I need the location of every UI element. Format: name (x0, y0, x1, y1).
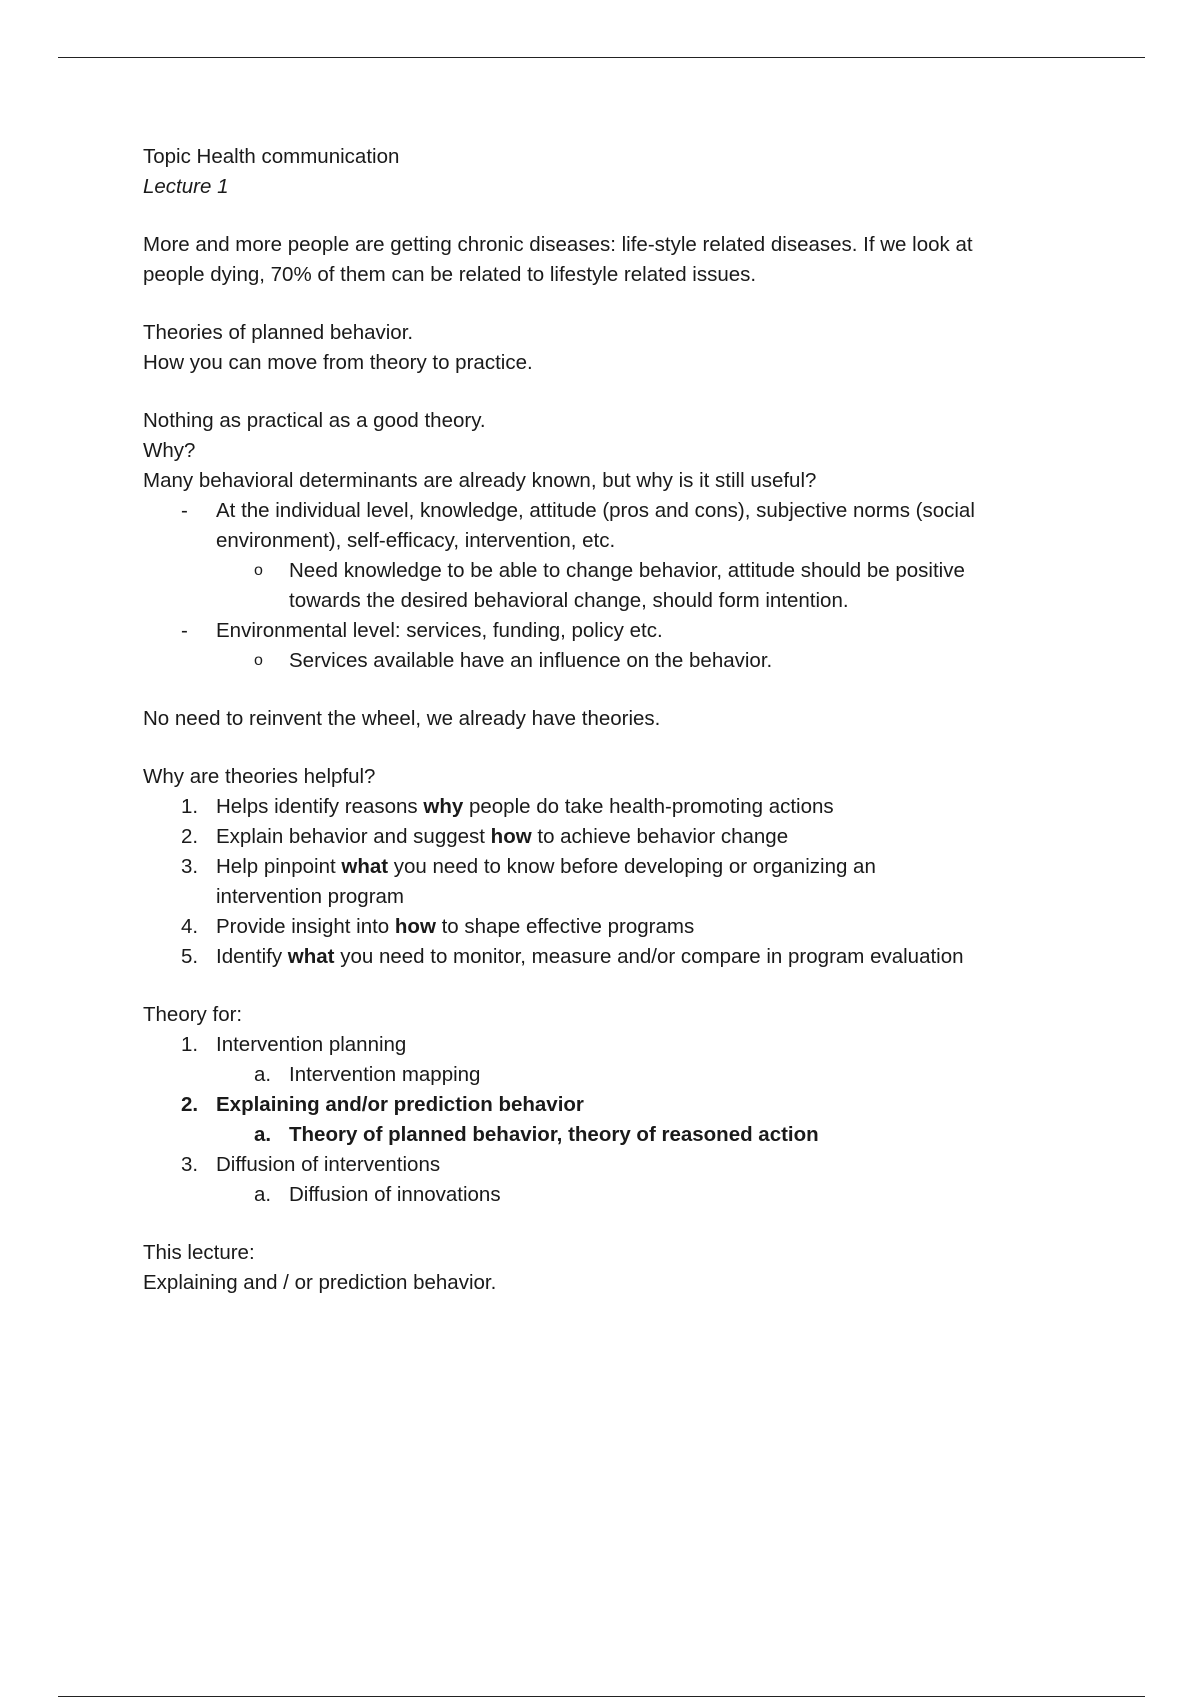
circle-bullet-marker: o (254, 652, 263, 669)
theory-for-label: Diffusion of interventions (216, 1153, 441, 1176)
determinant-text: At the individual level, knowledge, attitude (pros and cons), subjective norms (social (216, 499, 975, 522)
wheel-paragraph: No need to reinvent the wheel, we already have theories. (143, 707, 661, 730)
determinant-subitem (143, 646, 1073, 676)
document-subtitle: Lecture 1 (143, 175, 229, 198)
theory-for-sublabel: Diffusion of innovations (289, 1183, 501, 1206)
header-rule (58, 57, 1145, 58)
list-number: 3. (181, 855, 199, 878)
document-title: Topic Health communication (143, 145, 400, 168)
theories-line-1: Theories of planned behavior. (143, 321, 414, 344)
document-body (143, 142, 1073, 1298)
helpful-text-continued: intervention program (216, 885, 405, 908)
determinant-item (143, 496, 1073, 556)
theory-for-sublabel: Theory of planned behavior, theory of reasoned action (289, 1123, 819, 1146)
helpful-emphasis: what (287, 945, 335, 968)
helpful-text: to shape effective programs (435, 915, 695, 938)
determinant-text: Environmental level: services, funding, policy etc. (216, 619, 663, 642)
this-lecture-heading: This lecture: (143, 1241, 255, 1264)
practical-line-1: Nothing as practical as a good theory. (143, 409, 486, 432)
theory-for-item (143, 1030, 1073, 1060)
theory-for-subitem (143, 1060, 1073, 1090)
helpful-emphasis: how (394, 915, 436, 938)
helpful-text: Provide insight into (216, 915, 395, 938)
helpful-list-item (143, 822, 1073, 852)
dash-marker: - (181, 499, 188, 522)
helpful-text: Explain behavior and suggest (216, 825, 491, 848)
helpful-text: people do take health-promoting actions (463, 795, 834, 818)
determinant-item (143, 616, 1073, 646)
helpful-text: Identify (216, 945, 288, 968)
list-letter: a. (254, 1123, 272, 1146)
intro-paragraph-line-1: More and more people are getting chronic diseases: life-style related diseases. If we look at (143, 233, 973, 256)
theory-for-item (143, 1090, 1073, 1120)
determinant-subitem-text: towards the desired behavioral change, should form intention. (289, 589, 849, 612)
helpful-text: Help pinpoint (216, 855, 342, 878)
helpful-text: Helps identify reasons (216, 795, 424, 818)
list-number: 5. (181, 945, 199, 968)
theory-for-label: Explaining and/or prediction behavior (216, 1093, 584, 1116)
list-letter: a. (254, 1063, 272, 1086)
helpful-emphasis: why (423, 795, 464, 818)
list-number: 2. (181, 825, 199, 848)
list-number: 1. (181, 795, 199, 818)
helpful-list-item (143, 942, 1073, 972)
determinant-subitem-text: Services available have an influence on the behavior. (289, 649, 773, 672)
theory-for-sublabel: Intervention mapping (289, 1063, 481, 1086)
dash-marker: - (181, 619, 188, 642)
theory-for-subitem (143, 1120, 1073, 1150)
theory-for-item (143, 1150, 1073, 1180)
footer-rule (58, 1696, 1145, 1697)
list-number: 4. (181, 915, 199, 938)
helpful-list-item (143, 912, 1073, 942)
determinant-subitem-text: Need knowledge to be able to change behavior, attitude should be positive (289, 559, 965, 582)
list-number: 1. (181, 1033, 199, 1056)
practical-line-3: Many behavioral determinants are already known, but why is it still useful? (143, 469, 817, 492)
circle-bullet-marker: o (254, 562, 263, 579)
helpful-list-item (143, 852, 1073, 912)
helpful-list-item (143, 792, 1073, 822)
theory-for-label: Intervention planning (216, 1033, 407, 1056)
this-lecture-text: Explaining and / or prediction behavior. (143, 1271, 497, 1294)
helpful-text: to achieve behavior change (531, 825, 789, 848)
list-number: 3. (181, 1153, 199, 1176)
list-number: 2. (181, 1093, 199, 1116)
helpful-text: you need to monitor, measure and/or compare in program evaluation (334, 945, 964, 968)
theory-for-heading: Theory for: (143, 1003, 243, 1026)
helpful-text: you need to know before developing or organizing an (388, 855, 876, 878)
intro-paragraph-line-2: people dying, 70% of them can be related to lifestyle related issues. (143, 263, 757, 286)
determinant-subitem (143, 556, 1073, 616)
theory-for-subitem (143, 1180, 1073, 1210)
helpful-emphasis: what (341, 855, 389, 878)
list-letter: a. (254, 1183, 272, 1206)
helpful-heading: Why are theories helpful? (143, 765, 376, 788)
helpful-emphasis: how (490, 825, 532, 848)
practical-line-2: Why? (143, 439, 196, 462)
theories-line-2: How you can move from theory to practice. (143, 351, 533, 374)
determinant-text: environment), self-efficacy, intervention, etc. (216, 529, 616, 552)
